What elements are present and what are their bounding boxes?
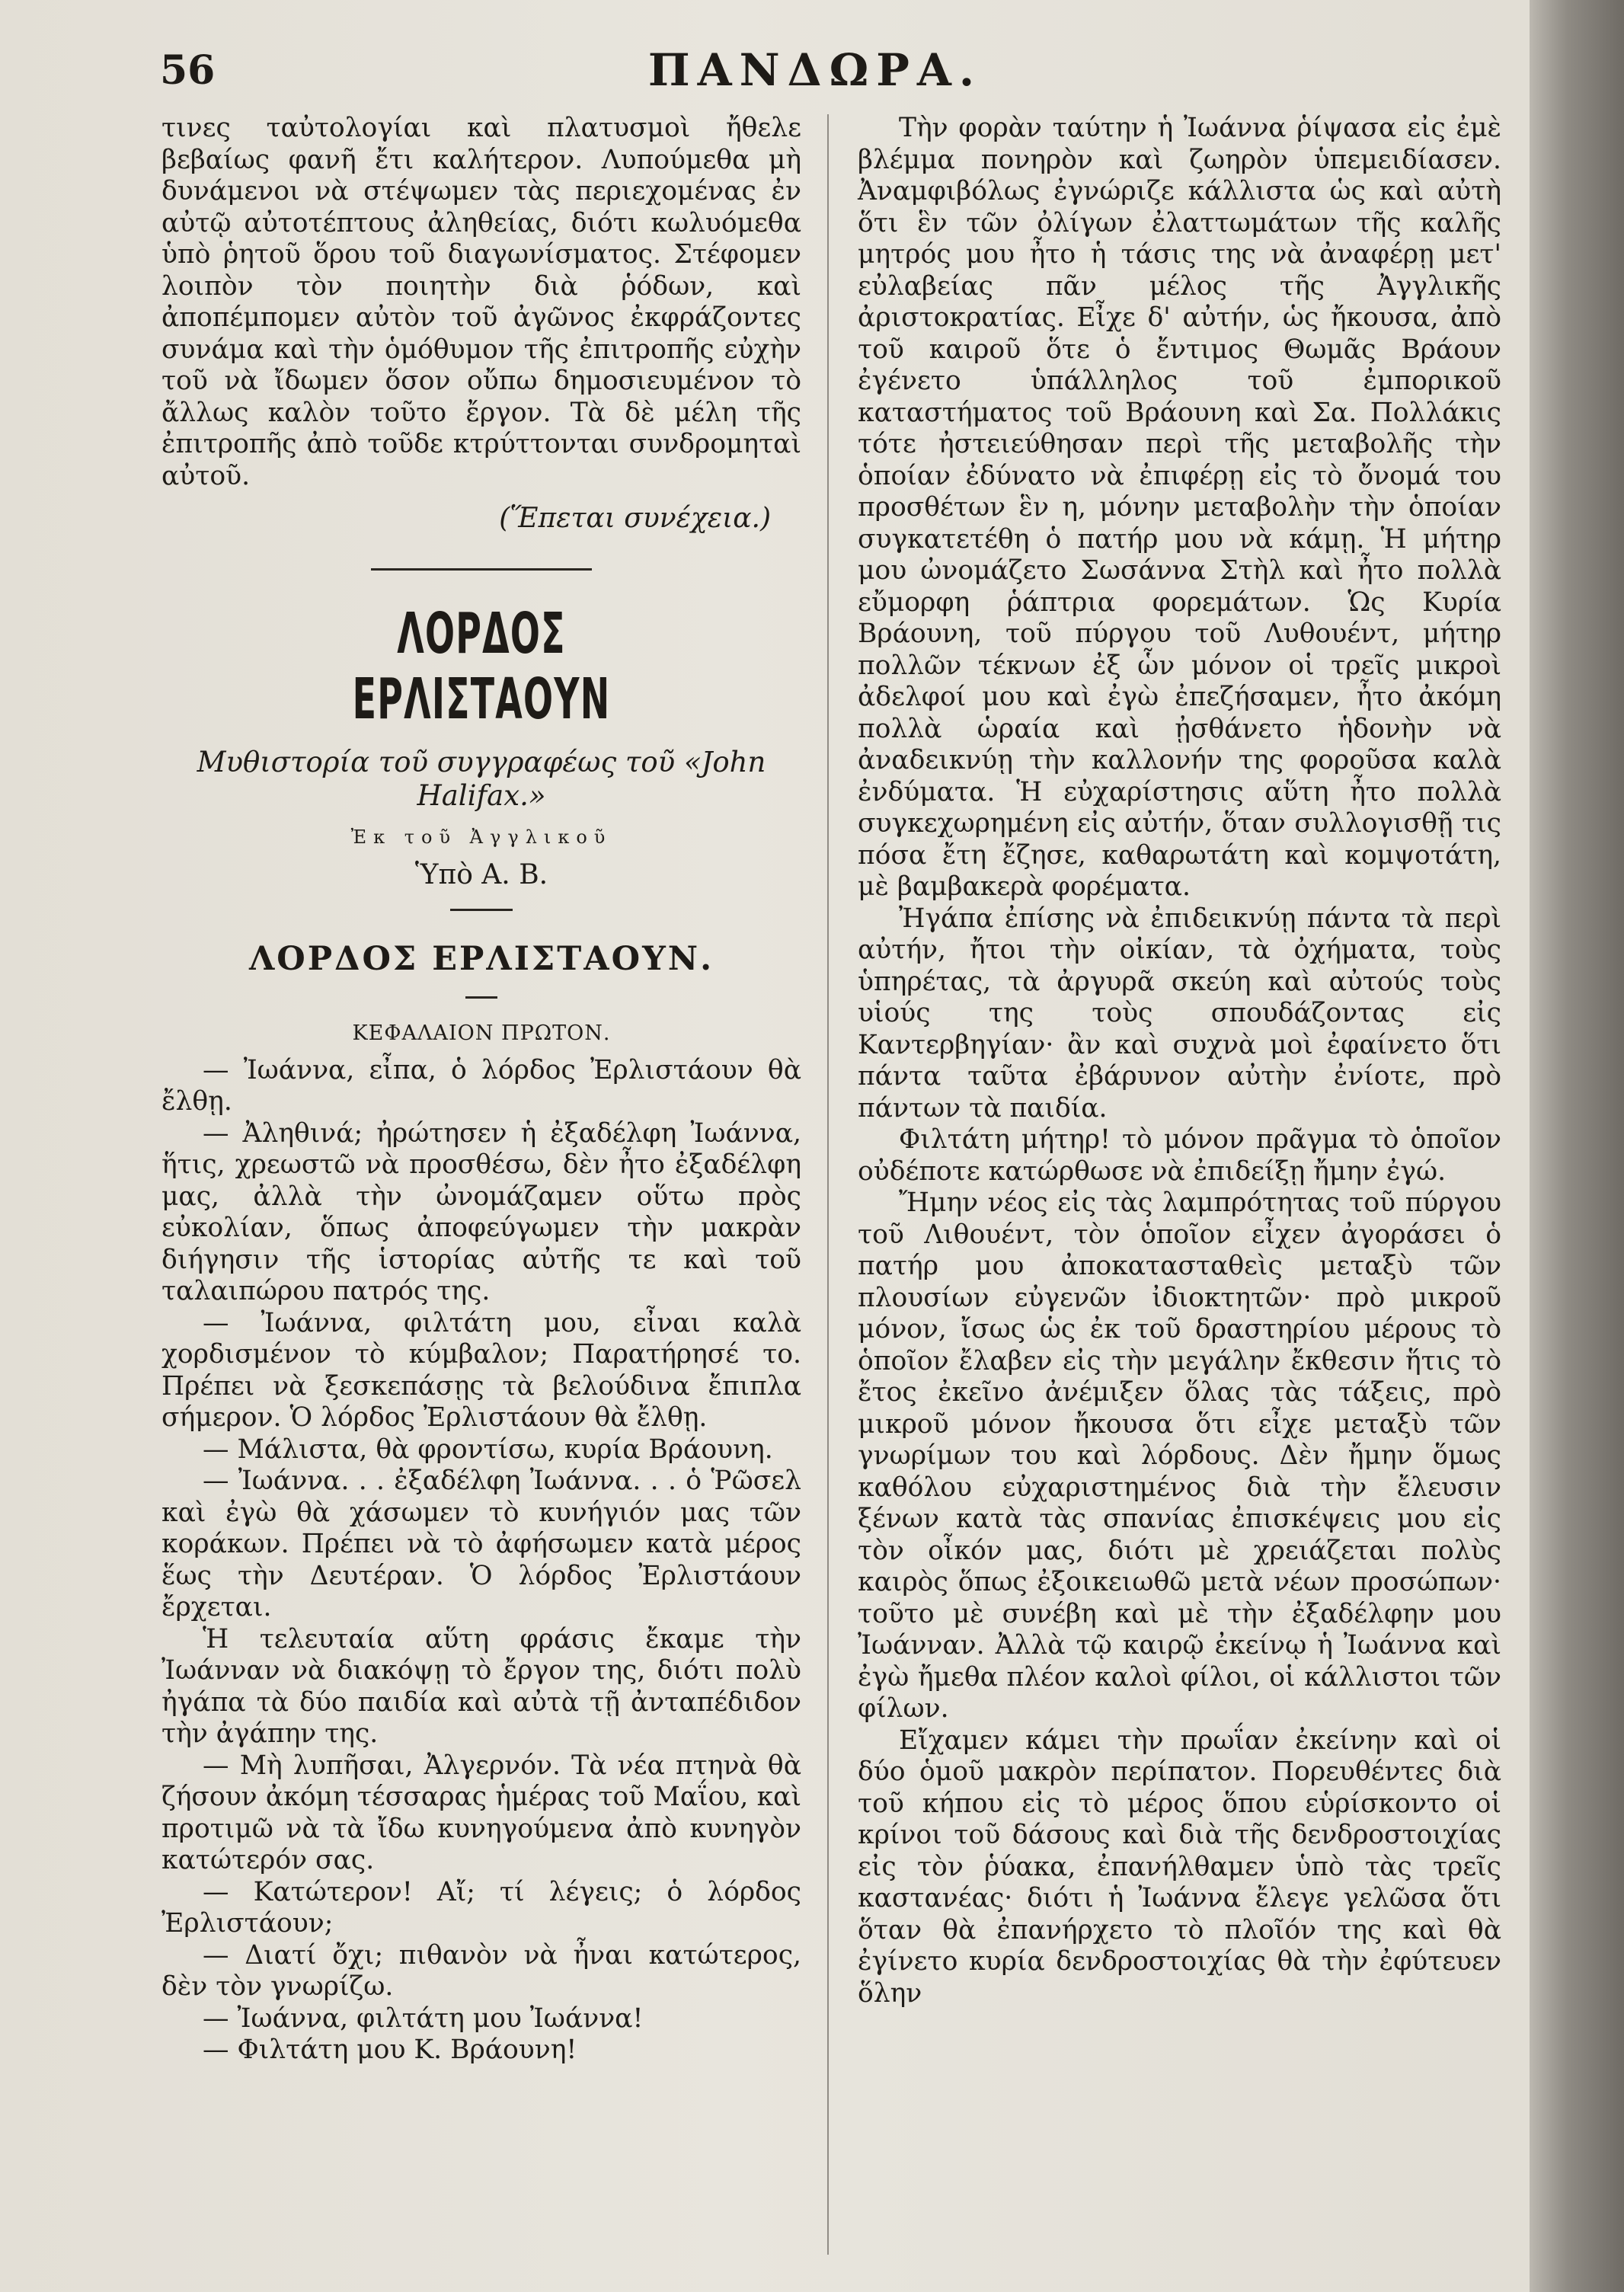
story-title-small: ΛΟΡΔΟΣ ΕΡΛΙΣΤΑΟΥΝ. [248, 939, 714, 978]
story-title: ΛΟΡΔΟΣ ΕΡΛΙΣΤΑΟΥΝ [352, 600, 611, 732]
story-subtitle: Μυθιστορία τοῦ συγγραφέως τοῦ «John Halifax.» [197, 745, 766, 812]
story-paragraph: Ἡ τελευταία αὕτη φράσις ἔκαμε τὴν Ἰωάνναν νὰ διακόψῃ τὸ ἔργον της, διότι πολὺ ἠγάπα τὰ δύο παιδία καὶ αὐτὰ τῇ ἀνταπέδιδον τὴν ἀγάπην της. [161, 1623, 801, 1749]
divider-line [371, 568, 592, 571]
masthead: ΠΑΝΔΩΡΑ. [647, 44, 983, 96]
story-paragraph: — Φιλτάτη μου Κ. Βράουνη! [203, 2035, 577, 2065]
right-column [858, 113, 1501, 2009]
left-column [161, 113, 801, 2067]
story-paragraph: Τὴν φορὰν ταύτην ἡ Ἰωάννα ῥίψασα εἰς ἐμὲ βλέμμα πονηρὸν καὶ ζωηρὸν ὑπεμειδίασεν. Ἀναμφιβόλως ἐγνώριζε κάλλιστα ὡς καὶ αὐτὴ ὅτι ἓν τῶν ὀλίγων ἐλαττωμάτων τῆς καλῆς μητρός μου ἦτο ἡ τάσις της νὰ ἀναφέρῃ μετ' εὐλαβείας πᾶν μέλος τῆς Ἀγγλικῆς ἀριστοκρατίας. Εἶχε δ' αὐτήν, ὡς ἤκουσα, ἀπὸ τοῦ καιροῦ ὅτε ὁ ἔντιμος Θωμᾶς Βράουν ἐγένετο ὑπάλληλος τοῦ ἐμπορικοῦ καταστήματος τοῦ Βράουνη καὶ Σα. Πολλάκις τότε ἠστειεύθησαν περὶ τῆς μεταβολῆς τὴν ὁποίαν ἐδύνατο νὰ ἐπιφέρῃ εἰς τὸ ὄνομά του προσθέτων ἓν η, μόνην μεταβολὴν τὴν ὁποίαν συγκατετέθη ὁ πατήρ μου νὰ κάμῃ. Ἡ μήτηρ μου ὠνομάζετο Σωσάννα Στὴλ καὶ ἦτο πολλὰ εὔμορφη ῥάπτρια φορεμάτων. Ὡς Κυρία Βράουνη, τοῦ πύργου τοῦ Λυθουέντ, μήτηρ πολλῶν τέκνων ἐξ ὧν μόνον οἱ τρεῖς μικροὶ ἀδελφοί μου καὶ ἐγὼ ἐπεζήσαμεν, ἦτο ἀκόμη πολλὰ ὡραία καὶ ᾐσθάνετο ἡδονὴν νὰ ἀναδεικνύῃ τὴν καλλονήν της φοροῦσα καλὰ ἐνδύματα. Ἡ εὐχαρίστησις αὕτη ἦτο πολλὰ συγκεχωρημένη εἰς αὐτήν, ὅταν συλλογισθῇ τις πόσα ἔτη ἔζησε, καθαρωτάτη καὶ κομψοτάτη, μὲ βαμβακερὰ φορέματα. [858, 113, 1501, 902]
story-paragraph: — Ἰωάννα, φιλτάτη μου, εἶναι καλὰ χορδισμένον τὸ κύμβαλον; Παρατήρησέ το. Πρέπει νὰ ξεσκεπάσῃς τὰ βελούδινα ἔπιπλα σήμερον. Ὁ λόρδος Ἐρλιστάουν θὰ ἔλθῃ. [161, 1307, 801, 1433]
divider-tiny [465, 996, 497, 999]
story-paragraph: — Ἀληθινά; ἠρώτησεν ἡ ἐξαδέλφη Ἰωάννα, ἥτις, χρεωστῶ νὰ προσθέσω, δὲν ἦτο ἐξαδέλφη μας, ἀλλὰ τὴν ὠνομάζαμεν οὕτω πρὸς εὐκολίαν, ὅπως ἀποφεύγωμεν τὴν μακρὰν διήγησιν τῆς ἱστορίας αὐτῆς τε καὶ τοῦ ταλαιπώρου πατρός της. [161, 1117, 801, 1306]
translated-from: Ἐκ τοῦ Ἀγγλικοῦ [350, 826, 612, 848]
page-header [160, 44, 1470, 97]
continued-note: (Ἕπεται συνέχεια.) [499, 503, 771, 534]
intro-paragraph: τινες ταὐτολογίαι καὶ πλατυσμοὶ ἤθελε βεβαίως φανῆ ἔτι καλήτερον. Λυπούμεθα μὴ δυνάμενοι νὰ στέψωμεν τὰς περιεχομένας ἐν αὐτῷ αὐτοτέπτους ἀληθείας, διότι κωλυόμεθα ὑπὸ ῥητοῦ ὅρου τοῦ διαγωνίσματος. Στέφομεν λοιπὸν τὸν ποιητὴν διὰ ῥόδων, καὶ ἀποπέμπομεν αὐτὸν τοῦ ἀγῶνος ἐκφράζοντες συνάμα καὶ τὴν ὁμόθυμον τῆς ἐπιτροπῆς εὐχὴν τοῦ νὰ ἴδωμεν ὅσον οὔπω δημοσιευμένον τὸ ἄλλως καλὸν τοῦτο ἔργον. Τὰ δὲ μέλη τῆς ἐπιτροπῆς ἀπὸ τοῦδε κτρύττονται συνδρομηταὶ αὐτοῦ. [161, 113, 801, 491]
story-paragraph: Εἴχαμεν κάμει τὴν πρωΐαν ἐκείνην καὶ οἱ δύο ὁμοῦ μακρὸν περίπατον. Πορευθέντες διὰ τοῦ κήπου εἰς τὸ μέρος ὅπου εὑρίσκοντο οἱ κρίνοι τοῦ δάσους καὶ διὰ τῆς δενδροστοιχίας εἰς τὸν ῥύακα, ἐπανήλθαμεν ὑπὸ τὰς τρεῖς καστανέας· διότι ἡ Ἰωάννα ἔλεγε γελῶσα ὅτι ὅταν θὰ ἐπανήρχετο τὸ πλοῖόν της καὶ θὰ ἐγίνετο κυρία δενδροστοιχίας θὰ τὴν ἐφύτευεν ὅλην [858, 1725, 1501, 2009]
story-paragraph: — Διατί ὄχι; πιθανὸν νὰ ἦναι κατώτερος, δὲν τὸν γνωρίζω. [161, 1939, 801, 2002]
story-paragraph: Ἠγάπα ἐπίσης νὰ ἐπιδεικνύῃ πάντα τὰ περὶ αὐτήν, ἤτοι τὴν οἰκίαν, τὰ ὀχήματα, τοὺς ὑπηρέτας, τὰ ἀργυρᾶ σκεύη καὶ αὐτούς τοὺς υἱούς της τοὺς σπουδάζοντας εἰς Καντερβηγίαν· ἂν καὶ συχνὰ μοὶ ἐφαίνετο ὅτι πάντα ταῦτα ἐβάρυνον αὐτὴν ἐνίοτε, πρὸ πάντων τὰ παιδία. [858, 903, 1501, 1124]
column-divider [827, 114, 829, 2255]
divider-short [450, 909, 513, 911]
page-edge [1530, 0, 1624, 2292]
story-paragraph: Φιλτάτη μήτηρ! τὸ μόνον πρᾶγμα τὸ ὁποῖον οὐδέποτε κατώρθωσε νὰ ἐπιδείξῃ ἤμην ἐγώ. [858, 1124, 1501, 1187]
story-paragraph: — Μὴ λυπῆσαι, Ἀλγερνόν. Τὰ νέα πτηνὰ θὰ ζήσουν ἀκόμη τέσσαρας ἡμέρας τοῦ Μαΐου, καὶ προτιμῶ νὰ τὰ ἴδω κυνηγούμενα ἀπὸ κυνηγὸν κατώτερόν σας. [161, 1750, 801, 1875]
byline: Ὑπὸ Α. Β. [414, 858, 548, 890]
chapter-heading: ΚΕΦΑΛΑΙΟΝ ΠΡΩΤΟΝ. [352, 1021, 611, 1045]
story-paragraph: — Κατώτερον! Αἴ; τί λέγεις; ὁ λόρδος Ἐρλιστάουν; [161, 1876, 801, 1939]
story-paragraph: — Ἰωάννα, εἶπα, ὁ λόρδος Ἐρλιστάουν θὰ ἔλθῃ. [161, 1054, 801, 1117]
story-paragraph: — Ἰωάννα, φιλτάτη μου Ἰωάννα! [203, 2003, 644, 2034]
story-paragraph: — Μάλιστα, θὰ φροντίσω, κυρία Βράουνη. [203, 1434, 773, 1465]
story-paragraph: — Ἰωάννα. . . ἐξαδέλφη Ἰωάννα. . . ὁ Ῥῶσελ καὶ ἐγὼ θὰ χάσωμεν τὸ κυνήγιόν μας τῶν κοράκων. Πρέπει νὰ τὸ ἀφήσωμεν κατὰ μέρος ἕως τὴν Δευτέραν. Ὁ λόρδος Ἐρλιστάουν ἔρχεται. [161, 1466, 801, 1622]
story-paragraph: Ἤμην νέος εἰς τὰς λαμπρότητας τοῦ πύργου τοῦ Λιθουέντ, τὸν ὁποῖον εἶχεν ἀγοράσει ὁ πατήρ μου ἀποκατασταθεὶς μεταξὺ τῶν πλουσίων εὐγενῶν ἰδιοκτητῶν· πρὸ μικροῦ μόνον, ἴσως ὡς ἐκ τοῦ δραστηρίου μέρους τὸ ὁποῖον ἔλαβεν εἰς τὴν μεγάλην ἔκθεσιν ἥτις τὸ ἔτος ἐκεῖνο ἀνέμιξεν ὅλας τὰς τάξεις, πρὸ μικροῦ μόνον ἤκουσα ὅτι εἶχε μεταξὺ τῶν γνωρίμων του καὶ λόρδους. Δὲν ἤμην ὅμως καθόλου εὐχαριστημένος διὰ τὴν ἔλευσιν ξένων κατὰ τὰς σπανίας ἐπισκέψεις μου εἰς τὸν οἶκόν μας, διότι μὲ χρειάζεται πολὺς καιρὸς ὅπως ἐξοικειωθῶ μετὰ νέων προσώπων· τοῦτο μὲ συνέβη καὶ μὲ τὴν ἐξαδέλφην μου Ἰωάνναν. Ἀλλὰ τῷ καιρῷ ἐκείνῳ ἡ Ἰωάννα καὶ ἐγὼ ἤμεθα πλέον καλοὶ φίλοι, οἱ κάλλιστοι τῶν φίλων. [858, 1188, 1501, 1724]
page-number: 56 [160, 47, 216, 94]
